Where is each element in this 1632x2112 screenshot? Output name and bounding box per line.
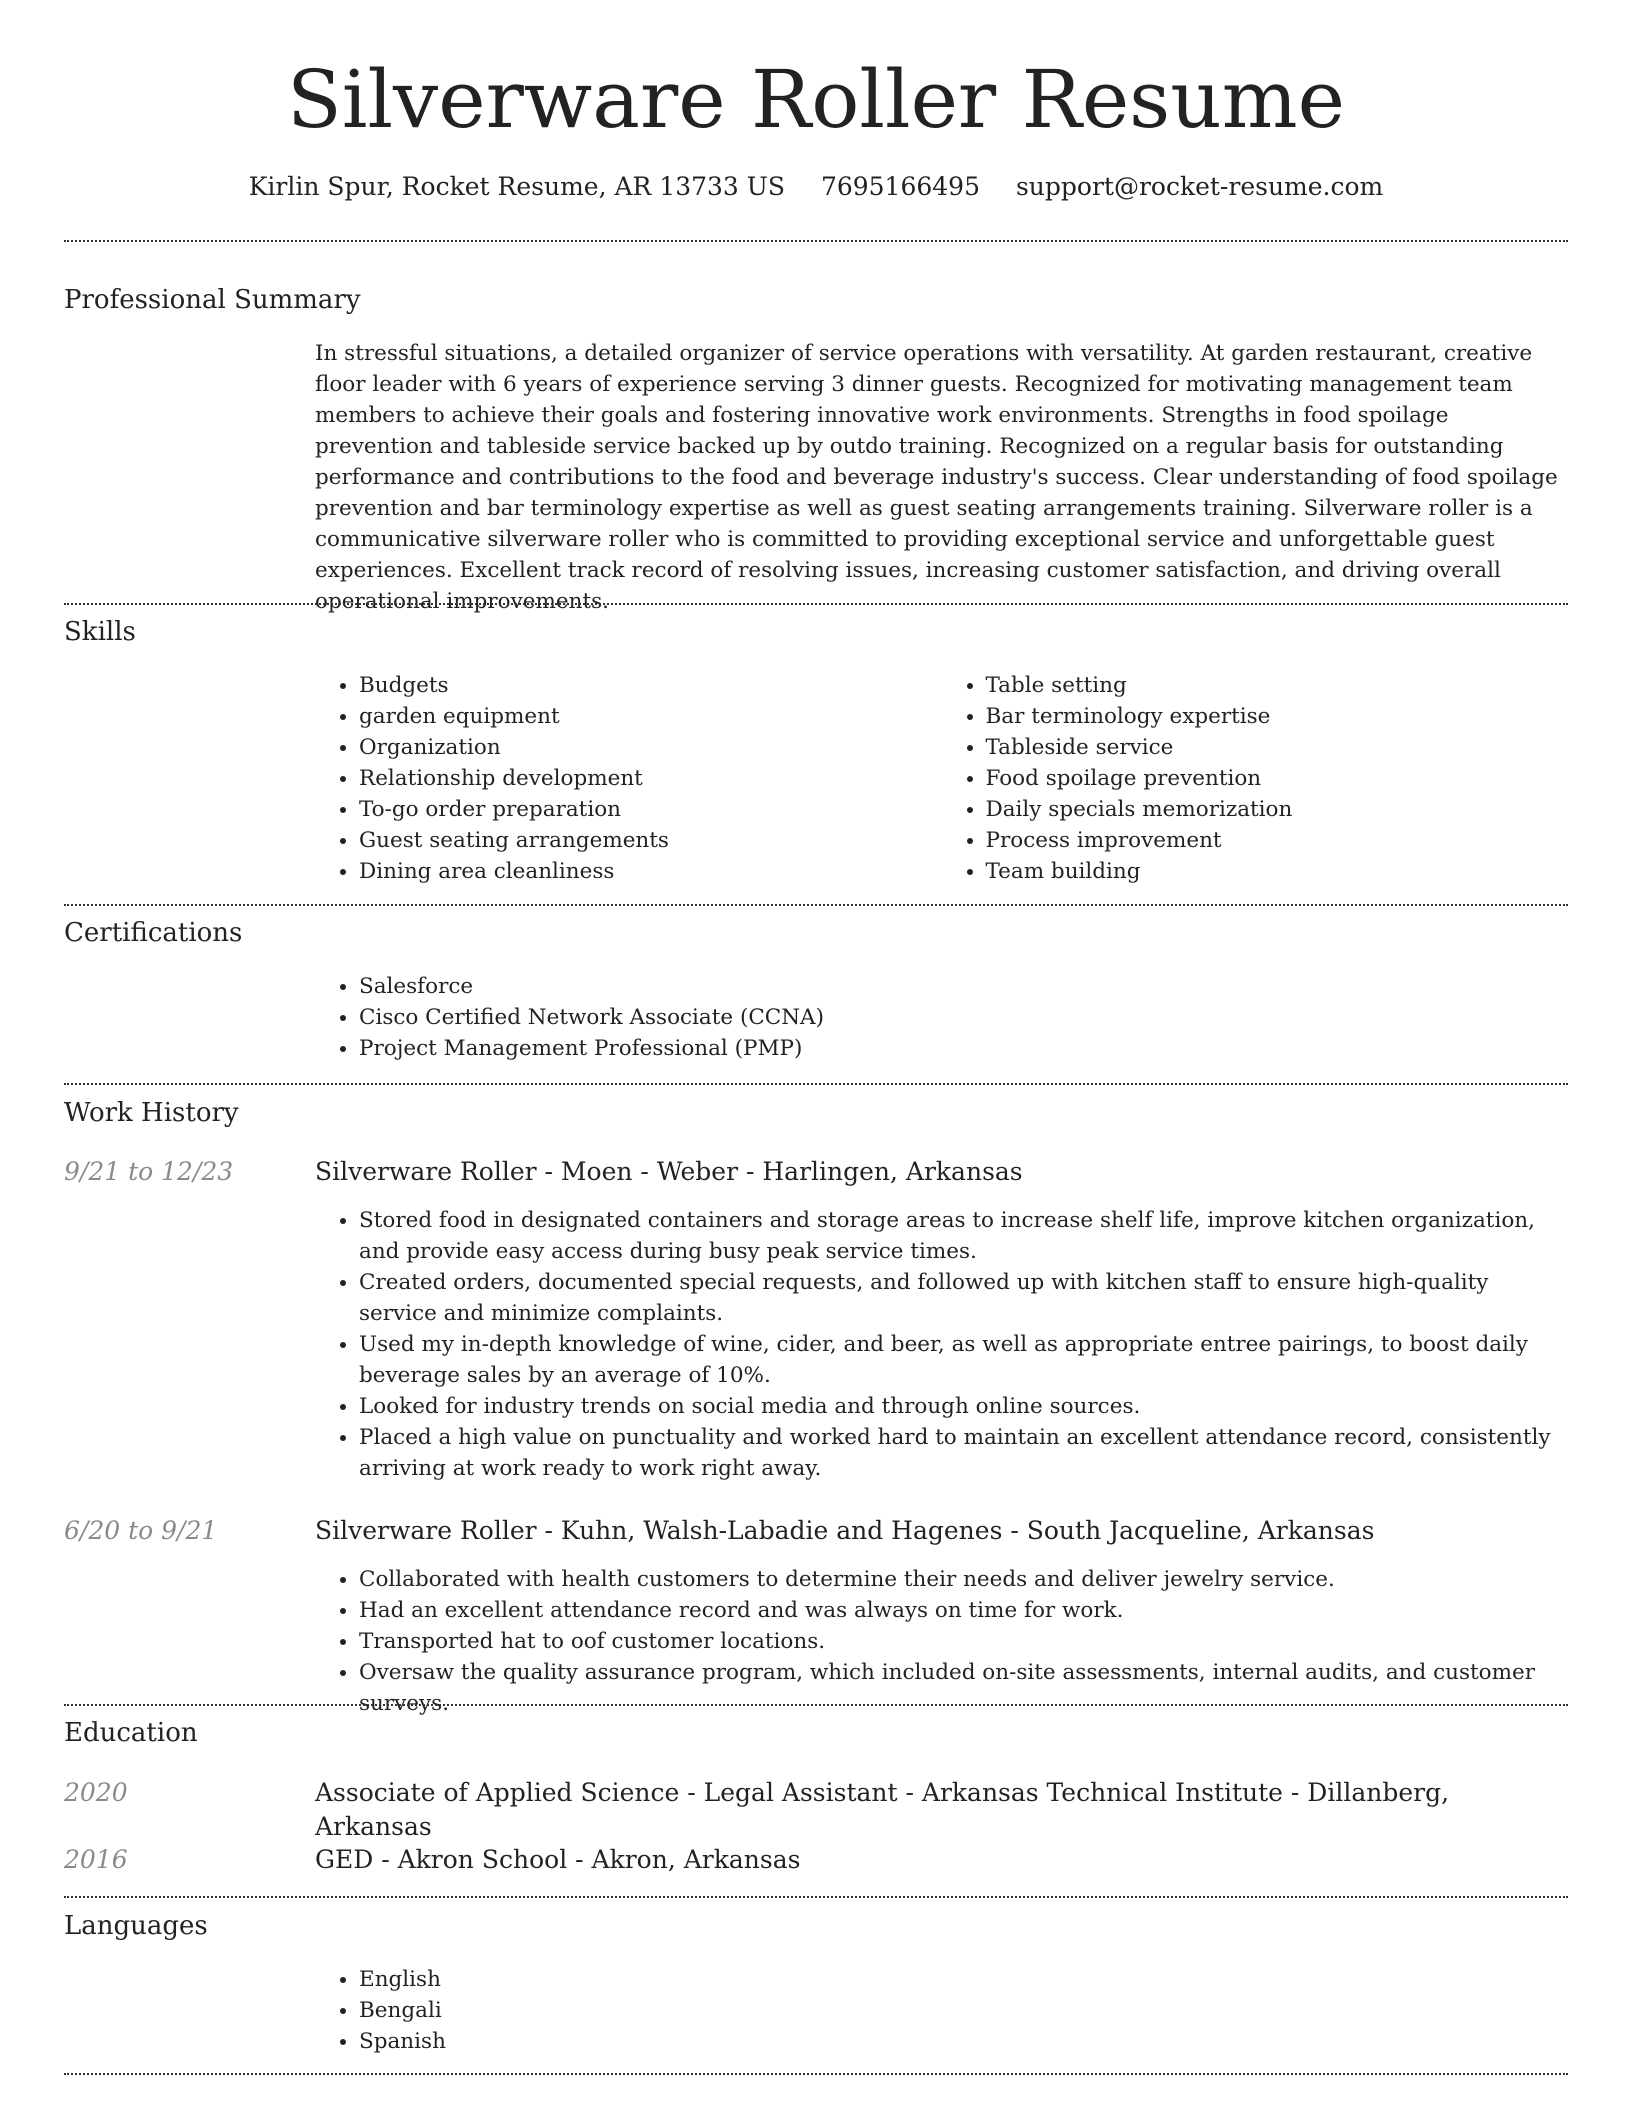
divider: [64, 904, 1568, 906]
job-bullet-list: [315, 1205, 1568, 1484]
job-title: Silverware Roller - Moen - Weber - Harlingen, Arkansas: [315, 1157, 1023, 1186]
languages-list: [315, 1964, 1568, 2057]
education-section: [64, 1716, 1568, 1750]
skills-list-left: [315, 670, 942, 887]
list-item: • Bengali: [359, 1995, 1568, 2026]
list-item: • Daily specials memorization: [986, 794, 1569, 825]
section-title-languages: Languages: [64, 1911, 208, 1941]
list-item: • Collaborated with health customers to determine their needs and deliver jewelry service.: [359, 1564, 1568, 1595]
divider: [64, 603, 1568, 605]
summary-section: [64, 283, 1568, 317]
skills-list-right: [942, 670, 1569, 887]
job-title: Silverware Roller - Kuhn, Walsh-Labadie and Hagenes - South Jacqueline, Arkansas: [315, 1516, 1375, 1545]
resume-title: Silverware Roller Resume: [287, 53, 1345, 146]
section-title-education: Education: [64, 1718, 198, 1748]
list-item: • Created orders, documented special requests, and followed up with kitchen staff to ensure high-quality service and minimize complaints.: [359, 1267, 1568, 1329]
list-item: • garden equipment: [359, 701, 942, 732]
job-date: 9/21 to 12/23: [64, 1157, 234, 1186]
education-title: GED - Akron School - Akron, Arkansas: [315, 1845, 801, 1874]
list-item: • Process improvement: [986, 825, 1569, 856]
divider: [64, 1896, 1568, 1898]
education-date: 2020: [64, 1778, 128, 1807]
list-item: • Relationship development: [359, 763, 942, 794]
certifications-list: [315, 971, 1568, 1064]
list-item: • Guest seating arrangements: [359, 825, 942, 856]
list-item: • To-go order preparation: [359, 794, 942, 825]
list-item: • Placed a high value on punctuality and worked hard to maintain an excellent attendance record, consistently arriving at work ready to work right away.: [359, 1422, 1568, 1484]
list-item: • Team building: [986, 856, 1569, 887]
phone: 7695166495: [820, 172, 980, 201]
list-item: • English: [359, 1964, 1568, 1995]
education-date: 2016: [64, 1845, 128, 1874]
list-item: • Had an excellent attendance record and was always on time for work.: [359, 1595, 1568, 1626]
section-title-skills: Skills: [64, 617, 136, 647]
list-item: • Project Management Professional (PMP): [359, 1033, 1568, 1064]
summary-text: In stressful situations, a detailed organizer of service operations with versatility. At garden restaurant, creative floor leader with 6 years of experience serving 3 dinner guests. Recognized for motivating management team members to achieve their goals and fostering innovative work environments. Strengths in food spoilage prevention and tableside service backed up by outdo training. Recognized on a regular basis for outstanding performance and contributions to the food and beverage industry's success. Clear understanding of food spoilage prevention and bar terminology expertise as well as guest seating arrangements training. Silverware roller is a communicative silverware roller who is committed to providing exceptional service and unforgettable guest experiences. Excellent track record of resolving issues, increasing customer satisfaction, and driving overall operational improvements.: [315, 341, 1558, 614]
certifications-section: [64, 916, 1568, 950]
list-item: • Budgets: [359, 670, 942, 701]
divider: [64, 1704, 1568, 1706]
list-item: • Bar terminology expertise: [986, 701, 1569, 732]
job-bullet-list: [315, 1564, 1568, 1719]
divider: [64, 1083, 1568, 1085]
list-item: • Used my in-depth knowledge of wine, cider, and beer, as well as appropriate entree pairings, to boost daily beverage sales by an average of 10%.: [359, 1329, 1568, 1391]
languages-section: [64, 1909, 1568, 1943]
list-item: • Organization: [359, 732, 942, 763]
address: Kirlin Spur, Rocket Resume, AR 13733 US: [248, 172, 785, 201]
list-item: • Food spoilage prevention: [986, 763, 1569, 794]
section-title-certifications: Certifications: [64, 918, 243, 948]
work-section: [64, 1096, 1568, 1130]
contact-line: [64, 170, 1568, 204]
education-title: Associate of Applied Science - Legal Assistant - Arkansas Technical Institute - Dillanberg, Arkansas: [315, 1778, 1450, 1841]
list-item: • Dining area cleanliness: [359, 856, 942, 887]
divider: [64, 2073, 1568, 2075]
divider: [64, 240, 1568, 242]
list-item: • Oversaw the quality assurance program, which included on-site assessments, internal audits, and customer surveys.: [359, 1657, 1568, 1719]
skills-section: [64, 615, 1568, 649]
section-title-summary: Professional Summary: [64, 285, 361, 315]
list-item: • Looked for industry trends on social media and through online sources.: [359, 1391, 1568, 1422]
job-date: 6/20 to 9/21: [64, 1516, 218, 1545]
skills-grid: [315, 670, 1568, 887]
email: support@rocket-resume.com: [1015, 172, 1384, 201]
list-item: • Tableside service: [986, 732, 1569, 763]
list-item: • Transported hat to oof customer locations.: [359, 1626, 1568, 1657]
list-item: • Spanish: [359, 2026, 1568, 2057]
list-item: • Table setting: [986, 670, 1569, 701]
section-title-work: Work History: [64, 1098, 239, 1128]
list-item: • Stored food in designated containers and storage areas to increase shelf life, improve kitchen organization, and provide easy access during busy peak service times.: [359, 1205, 1568, 1267]
resume-header: [64, 0, 1568, 204]
list-item: • Cisco Certified Network Associate (CCNA): [359, 1002, 1568, 1033]
list-item: • Salesforce: [359, 971, 1568, 1002]
